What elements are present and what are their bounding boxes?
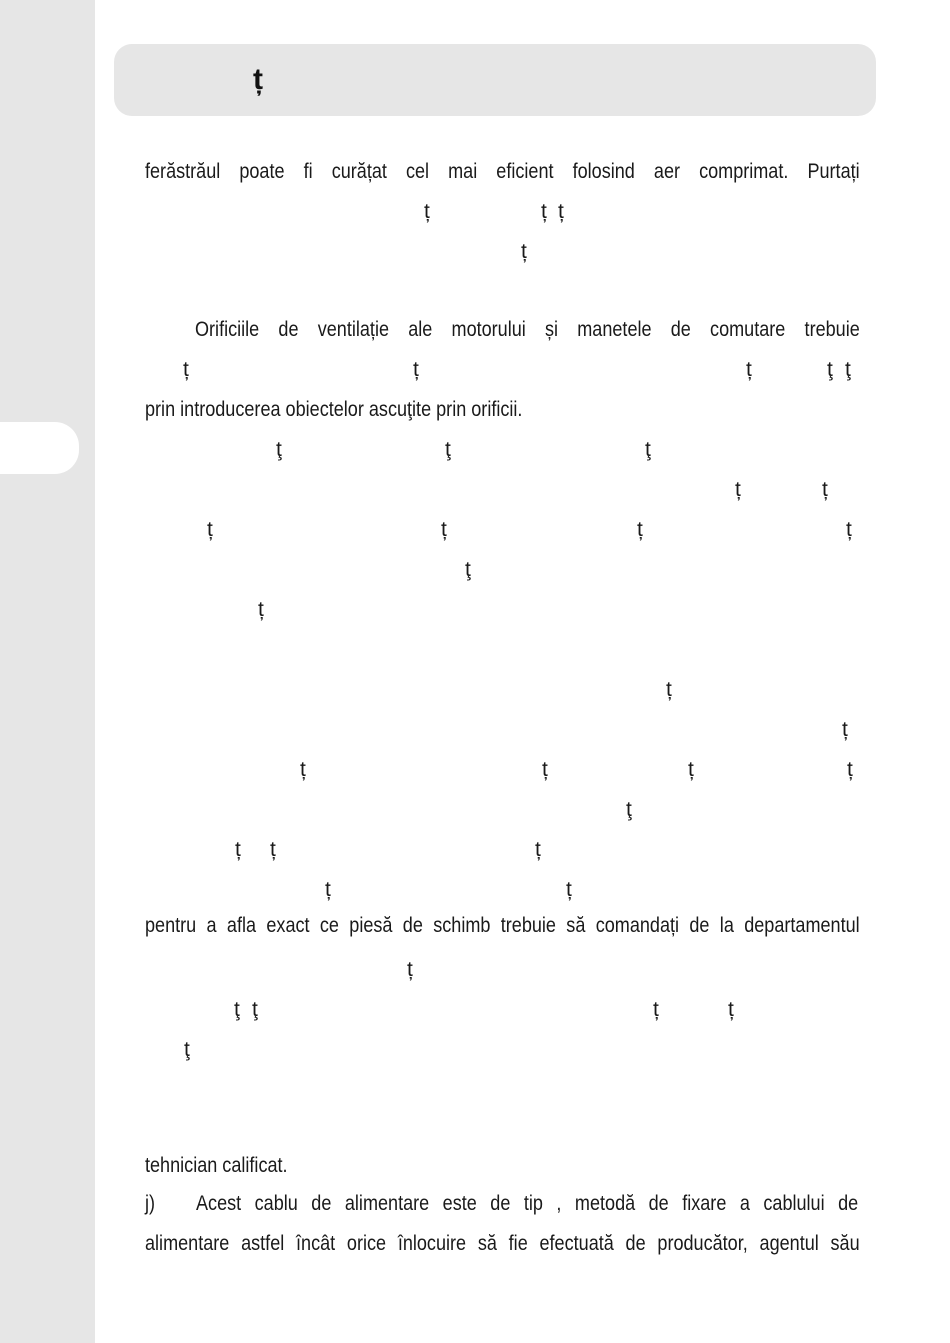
residual-glyph: ţ bbox=[184, 1038, 190, 1061]
residual-glyph: ţ bbox=[234, 998, 240, 1021]
residual-glyph: ţ bbox=[645, 438, 651, 461]
residual-glyph: ț bbox=[413, 358, 419, 381]
residual-glyph: ț bbox=[521, 240, 527, 263]
residual-glyph: ț bbox=[542, 758, 548, 781]
residual-glyph: ţ bbox=[252, 998, 258, 1021]
residual-glyph: ț bbox=[441, 518, 447, 541]
residual-glyph: ț bbox=[558, 200, 564, 223]
residual-glyph: ț bbox=[653, 998, 659, 1021]
residual-glyph: ț bbox=[637, 518, 643, 541]
residual-glyph: ț bbox=[535, 838, 541, 861]
residual-glyph: ţ bbox=[276, 438, 282, 461]
section-header-bar bbox=[114, 44, 876, 116]
residual-glyph: ț bbox=[735, 478, 741, 501]
residual-glyph: ț bbox=[407, 958, 413, 981]
page-side-tab bbox=[0, 422, 79, 474]
residual-glyph: ț bbox=[728, 998, 734, 1021]
section-title: ț bbox=[253, 63, 263, 96]
residual-glyph: ț bbox=[666, 678, 672, 701]
residual-glyph: ț bbox=[842, 718, 848, 741]
residual-glyph: ț bbox=[183, 358, 189, 381]
text-line: Acest cablu de alimentare este de tip , metodă de fixare a cablului de bbox=[196, 1192, 859, 1215]
residual-glyph: ț bbox=[424, 200, 430, 223]
text-line: ferăstrăul poate fi curățat cel mai eficient folosind aer comprimat. Purtați bbox=[145, 160, 860, 183]
text-line: alimentare astfel încât orice înlocuire să fie efectuată de producător, agentul său bbox=[145, 1232, 860, 1255]
residual-glyph: ț bbox=[847, 758, 853, 781]
left-margin-band bbox=[0, 0, 95, 1343]
text-line: prin introducerea obiectelor ascuţite prin orificii. bbox=[145, 398, 523, 421]
text-line: pentru a afla exact ce piesă de schimb trebuie să comandați de la departamentul bbox=[145, 914, 860, 937]
residual-glyph: ț bbox=[235, 838, 241, 861]
residual-glyph: ț bbox=[688, 758, 694, 781]
residual-glyph: ț bbox=[258, 598, 264, 621]
residual-glyph: ț bbox=[325, 878, 331, 901]
residual-glyph: ţ bbox=[827, 358, 833, 381]
residual-glyph: ț bbox=[300, 758, 306, 781]
text-line: Orificiile de ventilație ale motorului și manetele de comutare trebuie bbox=[195, 318, 860, 341]
residual-glyph: ţ bbox=[626, 798, 632, 821]
residual-glyph: ț bbox=[541, 200, 547, 223]
residual-glyph: ţ bbox=[465, 558, 471, 581]
list-marker: j) bbox=[145, 1192, 156, 1215]
residual-glyph: ț bbox=[270, 838, 276, 861]
residual-glyph: ţ bbox=[845, 358, 851, 381]
text-line: tehnician calificat. bbox=[145, 1154, 288, 1177]
residual-glyph: ţ bbox=[445, 438, 451, 461]
residual-glyph: ț bbox=[207, 518, 213, 541]
residual-glyph: ț bbox=[822, 478, 828, 501]
residual-glyph: ț bbox=[746, 358, 752, 381]
residual-glyph: ț bbox=[846, 518, 852, 541]
residual-glyph: ț bbox=[566, 878, 572, 901]
